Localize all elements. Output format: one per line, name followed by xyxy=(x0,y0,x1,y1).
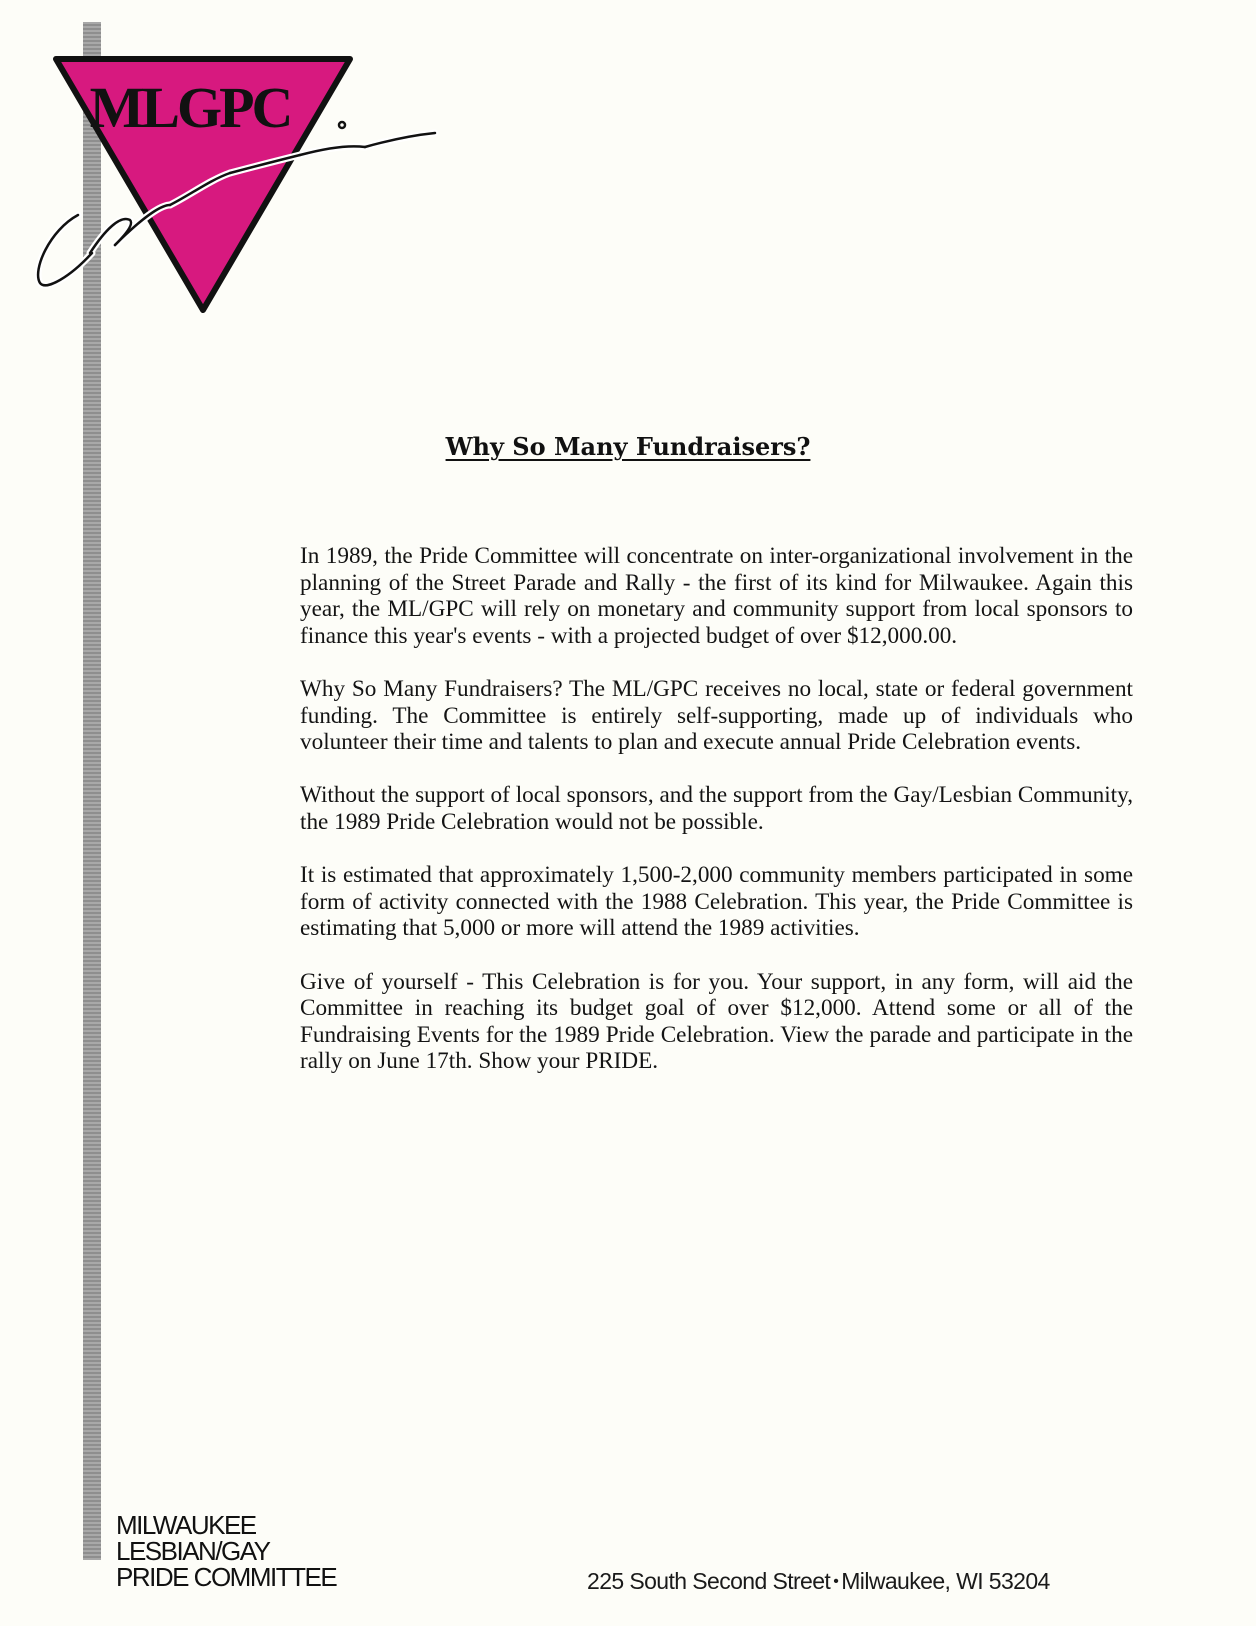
bullet-separator: • xyxy=(833,1573,839,1590)
org-line: MILWAUKEE xyxy=(116,1510,256,1540)
paragraph: It is estimated that approximately 1,500-2,000 community members participated in some form of activity connected with the 1988 Celebration. This year, the Pride Committee is estimating that 5,000 or more will attend the 1989 activities. xyxy=(300,862,1133,942)
org-line: PRIDE COMMITTEE xyxy=(116,1562,337,1592)
paragraph: In 1989, the Pride Committee will concentrate on inter-organizational involvement in the planning of the Street Parade and Rally - the first of its kind for Milwaukee. Again this year, the ML/GPC will rely on monetary and community support from local sponsors to finance this year's events - with a projected budget of over $12,000.00. xyxy=(300,543,1133,649)
mlgpc-celebration-logo xyxy=(20,55,470,335)
page-title: Why So Many Fundraisers? xyxy=(445,432,811,461)
street-address: 225 South Second Street xyxy=(587,1568,831,1594)
paragraph: Give of yourself - This Celebration is for you. Your support, in any form, will aid the Committee in reaching its budget goal of over $12,000. Attend some or all of the Fundraising Events for the 1989 Pride Celebration. View the parade and participate in the rally on June 17th. Show your PRIDE. xyxy=(300,968,1133,1075)
svg-text:MLGPC: MLGPC xyxy=(89,75,291,140)
city-state-zip: Milwaukee, WI 53204 xyxy=(841,1568,1050,1594)
org-line: LESBIAN/GAY xyxy=(116,1536,270,1566)
paragraph: Without the support of local sponsors, and the support from the Gay/Lesbian Community, the 1989 Pride Celebration would not be possible. xyxy=(300,782,1133,835)
mailing-address xyxy=(587,1568,1050,1595)
paragraph: Why So Many Fundraisers? The ML/GPC receives no local, state or federal government funding. The Committee is entirely self-supporting, made up of individuals who volunteer their time and talents to plan and execute annual Pride Celebration events. xyxy=(300,675,1133,756)
letter-body xyxy=(300,543,1133,1101)
organization-name xyxy=(116,1512,336,1590)
